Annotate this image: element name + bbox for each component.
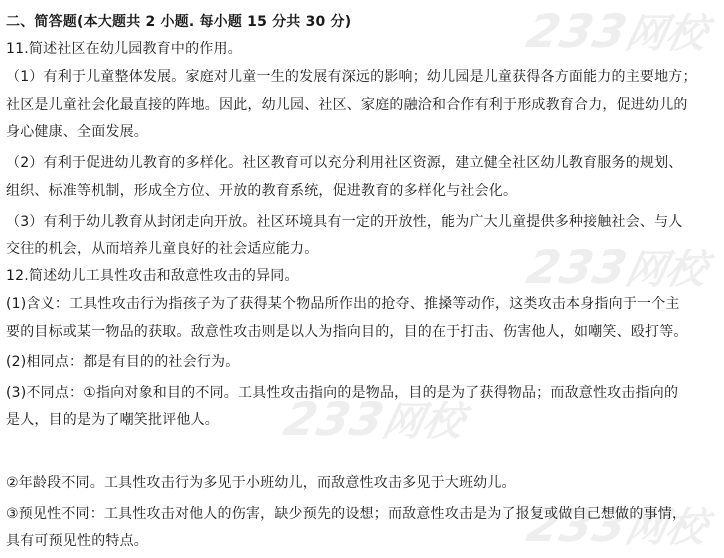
q12-paragraph-5-line-1: ③预见性不同：工具性攻击对他人的伤害，缺少预先的设想；而敌意性攻击是为了报复或做自己想做的事情， xyxy=(6,506,687,522)
q11-paragraph-2-line-2: 组织、标准等机制，形成全方位、开放的教育系统，促进教育的多样化与社会化。 xyxy=(6,183,518,199)
q11-paragraph-3-line-1: （3）有利于幼儿教育从封闭走向开放。社区环境具有一定的开放性，能为广大儿童提供多种接触社会、与人 xyxy=(6,214,683,230)
q12-paragraph-3-line-1: (3)不同点：①指向对象和目的不同。工具性攻击指向的是物品，目的是为了获得物品；而敌意性攻击指向的 xyxy=(6,385,679,401)
watermark-number: 233 xyxy=(522,4,633,58)
watermark-text: 网校 xyxy=(621,247,712,293)
q12-paragraph-5-line-2: 具有可预见性的特点。 xyxy=(6,533,148,549)
q11-paragraph-2-line-1: （2）有利于促进幼儿教育的多样化。社区教育可以充分利用社区资源，建立健全社区幼儿教育服务的规划、 xyxy=(6,155,683,171)
watermark-text: 网校 xyxy=(621,11,712,57)
q11-paragraph-1-line-1: （1）有利于儿童整体发展。家庭对儿童一生的发展有深远的影响；幼儿园是儿童获得各方面能力的主要地方； xyxy=(6,69,697,85)
watermark-number: 233 xyxy=(522,240,633,294)
q12-paragraph-2: (2)相同点：都是有目的的社会行为。 xyxy=(6,354,240,370)
q11-paragraph-3-line-2: 交往的机会，从而培养儿童良好的社会适应能力。 xyxy=(6,241,319,257)
q12-paragraph-1-line-1: (1)含义：工具性攻击行为指孩子为了获得某个物品所作出的抢夺、推搡等动作，这类攻击本身指向于一个主 xyxy=(6,296,680,312)
watermark-text: 网校 xyxy=(621,505,712,551)
q11-paragraph-1-line-2: 社区是儿童社会化最直接的阵地。因此，幼儿园、社区、家庭的融洽和合作有利于形成教育合力，促进幼儿的 xyxy=(6,97,688,113)
question-12-title: 12.简述幼儿工具性攻击和敌意性攻击的异同。 xyxy=(6,268,299,284)
q12-paragraph-1-line-2: 要的目标或某一物品的获取。敌意性攻击则是以人为指向目的，目的在于打击、伤害他人，如嘲笑、殴打等。 xyxy=(6,324,688,340)
question-11-title: 11.简述社区在幼儿园教育中的作用。 xyxy=(6,41,242,57)
q12-paragraph-4: ②年龄段不同。工具性攻击行为多见于小班幼儿，而敌意性攻击多见于大班幼儿。 xyxy=(6,475,516,491)
watermark-text: 网校 xyxy=(378,399,469,445)
q11-paragraph-1-line-3: 身心健康、全面发展。 xyxy=(6,124,148,140)
watermark-number: 233 xyxy=(279,392,390,446)
watermark-number: 233 xyxy=(522,498,633,552)
section-title: 二、简答题(本大题共 2 小题. 每小题 15 分共 30 分) xyxy=(6,14,352,30)
q12-paragraph-3-line-2: 是人，目的是为了嘲笑批评他人。 xyxy=(6,412,219,428)
